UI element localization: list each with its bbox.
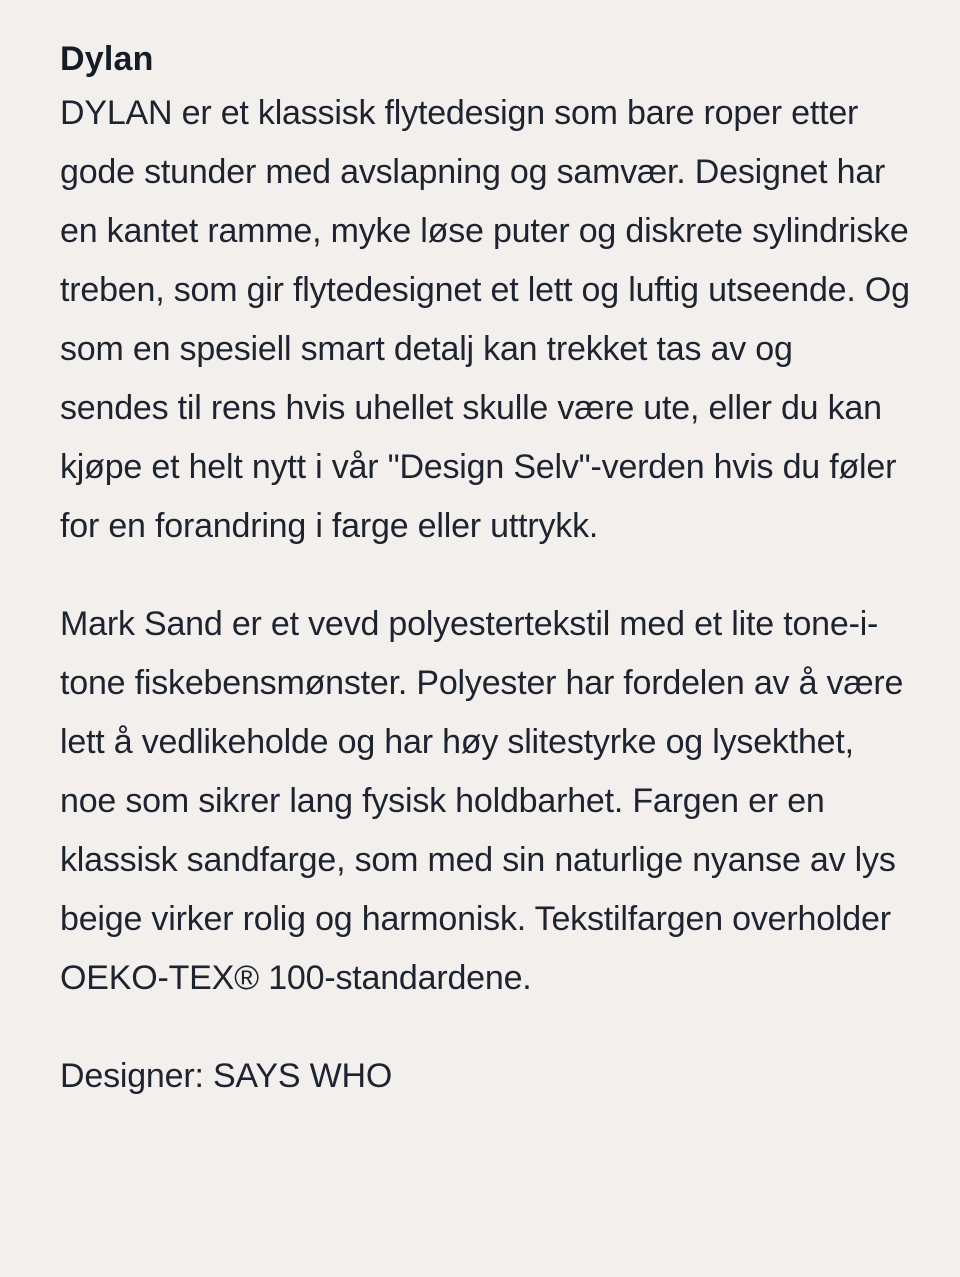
- fabric-description-paragraph: Mark Sand er et vevd polyestertekstil med et lite tone-i-tone fiskebensmønster. Polyester har fordelen av å være lett å vedlikeholde og har høy slitestyrke og lysekthet, noe som sikrer lang fysisk holdbarhet. Fargen er en klassisk sandfarge, som med sin naturlige nyanse av lys beige virker rolig og harmonisk. Tekstilfargen overholder OEKO-TEX® 100-standardene.: [60, 605, 904, 997]
- product-description-paragraph: DYLAN er et klassisk flytedesign som bare roper etter gode stunder med avslapning og samvær. Designet har en kantet ramme, myke løse puter og diskrete sylindriske treben, som gir flytedesignet et lett og luftig utseende. Og som en spesiell smart detalj kan trekket tas av og sendes til rens hvis uhellet skulle være ute, eller du kan kjøpe et helt nytt i vår "Design Selv"-verden hvis du føler for en forandring i farge eller uttrykk.: [60, 94, 910, 545]
- product-description-section: [60, 34, 910, 1106]
- designer-credit: Designer: SAYS WHO: [60, 1057, 393, 1095]
- product-title: Dylan: [60, 40, 154, 78]
